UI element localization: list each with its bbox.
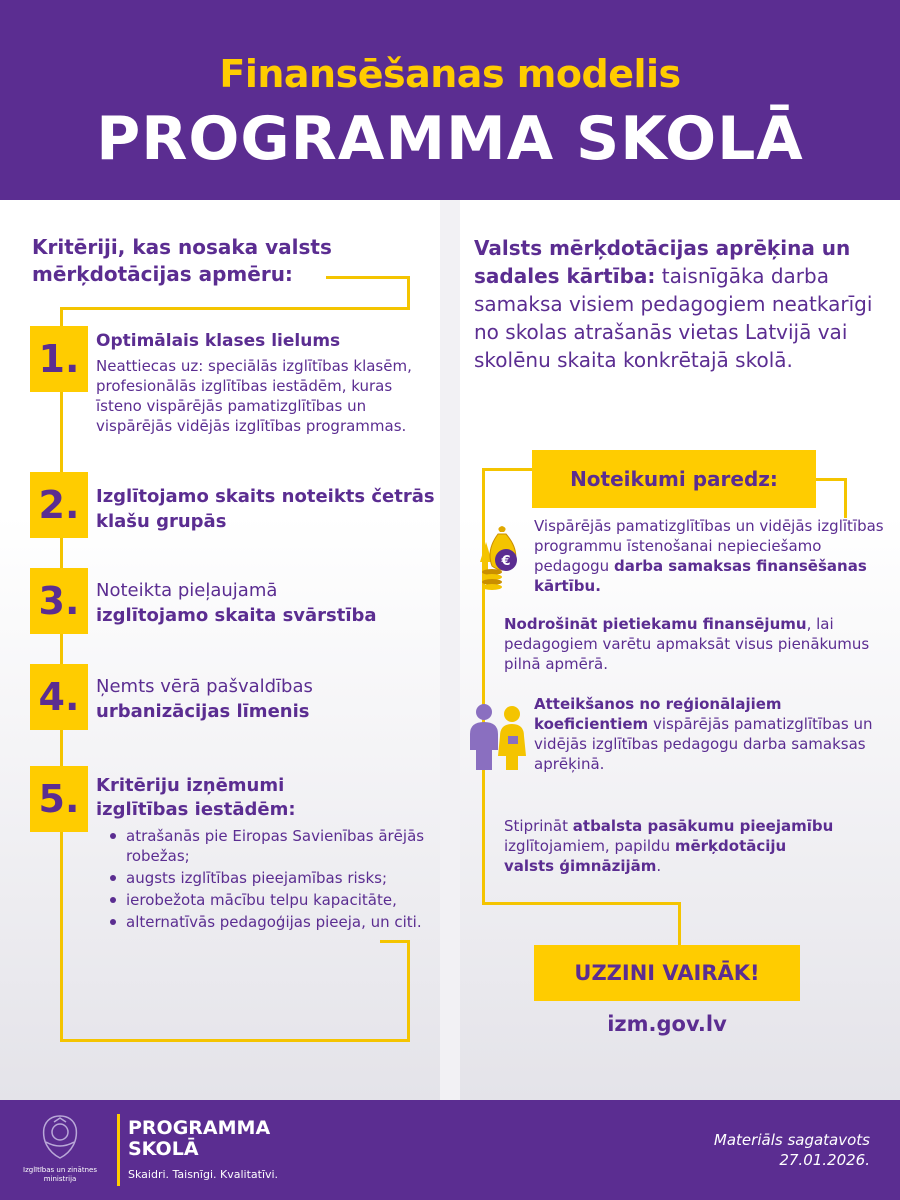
distribution-intro-bold: Valsts mērķdotācijas aprēķina un sadales kārtība: xyxy=(474,236,851,288)
svg-text:€: € xyxy=(501,554,511,569)
money-bag-icon xyxy=(472,522,526,590)
learn-more-button[interactable]: UZZINI VAIRĀK! xyxy=(534,945,800,1001)
rule-text-3-plain: vispārējās pamatizglītības un vidējās izglītības pedagogu darba samaksas aprēķinā. xyxy=(534,715,873,773)
criteria-heading: Kritēriji, kas nosaka valsts mērķdotācijas apmēru: xyxy=(32,235,332,286)
criterion-text-3-bold: izglītojamo skaita svārstība xyxy=(96,605,377,626)
footer-program-title: PROGRAMMA SKOLĀ xyxy=(128,1117,271,1160)
page-title: PROGRAMMA SKOLĀ xyxy=(96,104,804,174)
criterion-number-2: 2. xyxy=(30,472,88,538)
rule-text-3 xyxy=(534,694,884,774)
list-item: alternatīvās pedagoģijas pieeja, un citi. xyxy=(106,912,426,932)
connector-line xyxy=(678,902,681,945)
footer-tagline: Skaidri. Taisnīgi. Kvalitatīvi. xyxy=(128,1168,279,1181)
rule-text-4-d: mērķdotāciju valsts ģimnāzijām xyxy=(504,837,787,875)
criterion-number-4: 4. xyxy=(30,664,88,730)
connector-line xyxy=(482,468,534,471)
criterion-number-1: 1. xyxy=(30,326,88,392)
rule-text-4-c: izglītojamiem, papildu xyxy=(504,837,675,855)
rule-text-1-plain: Vispārējās pamatizglītības un vidējās izglītības programmu īstenošanai nepieciešamo pedagogu xyxy=(534,517,884,575)
rule-text-3-bold: Atteikšanos no reģionālajiem koeficientiem xyxy=(534,695,782,733)
rule-text-4-e: . xyxy=(656,857,662,875)
connector-line xyxy=(482,902,680,905)
exception-list xyxy=(106,826,426,934)
rule-text-2 xyxy=(504,614,884,674)
connector-line xyxy=(816,478,846,481)
criterion-text-3 xyxy=(96,578,436,628)
rule-text-4-a: Stiprināt xyxy=(504,817,573,835)
criterion-text-4-plain: Ņemts vērā pašvaldības xyxy=(96,676,313,697)
website-link[interactable]: izm.gov.lv xyxy=(607,1012,727,1036)
connector-line xyxy=(407,276,410,310)
distribution-panel xyxy=(460,200,900,1100)
rule-text-2-bold: Nodrošināt pietiekamu finansējumu xyxy=(504,615,807,633)
criterion-text-4-bold: urbanizācijas līmenis xyxy=(96,701,310,722)
list-item: augsts izglītības pieejamības risks; xyxy=(106,868,426,888)
coat-of-arms-icon xyxy=(38,1112,82,1162)
criterion-text-3-plain: Noteikta pieļaujamā xyxy=(96,580,278,601)
distribution-intro xyxy=(474,234,884,374)
subtitle: Finansēšanas modelis xyxy=(219,52,681,96)
criterion-title-1: Optimālais klases lielums xyxy=(96,331,341,351)
header xyxy=(0,0,900,200)
rule-text-1 xyxy=(534,516,884,596)
rule-text-1-bold: darba samaksas finansēšanas kārtību. xyxy=(534,557,867,595)
connector-line xyxy=(380,940,410,943)
connector-line xyxy=(60,1039,410,1042)
rule-text-2-plain: , lai pedagogiem varētu apmaksāt visus pienākumus pilnā apmērā. xyxy=(504,615,870,673)
connector-line xyxy=(60,307,410,310)
criterion-number-5: 5. xyxy=(30,766,88,832)
distribution-intro-text: taisnīgāka darba samaksa visiem pedagogiem neatkarīgi no skolas atrašanās vietas Latvijā vai skolēnu skaita konkrētajā skolā. xyxy=(474,264,873,372)
criterion-text-1: Neattiecas uz: speciālās izglītības klasēm, profesionālās izglītības iestādēm, kuras īsteno vispārējās pamatizglītības un vispārējās vidējās izglītības programmas. xyxy=(96,357,412,435)
ministry-label: Izglītības un zinātnes ministrija xyxy=(23,1166,97,1183)
connector-line xyxy=(326,276,410,279)
prepared-label: Materiāls sagatavots xyxy=(713,1131,870,1149)
connector-line xyxy=(844,478,847,518)
footer xyxy=(0,1100,900,1200)
rule-text-4 xyxy=(504,816,834,876)
footer-divider xyxy=(117,1114,120,1186)
prepared-date xyxy=(714,1130,870,1170)
connector-line xyxy=(407,940,410,1042)
rule-text-4-b: atbalsta pasākumu pieejamību xyxy=(572,817,834,835)
criterion-text-4 xyxy=(96,674,436,724)
people-icon xyxy=(464,700,532,772)
list-item: atrašanās pie Eiropas Savienības ārējās robežas; xyxy=(106,826,426,866)
rules-heading: Noteikumi paredz: xyxy=(532,450,816,508)
criterion-number-3: 3. xyxy=(30,568,88,634)
criterion-title-2: Izglītojamo skaits noteikts četrās klašu grupās xyxy=(96,486,435,532)
list-item: ierobežota mācību telpu kapacitāte, xyxy=(106,890,426,910)
criterion-title-5: Kritēriju izņēmumi izglītības iestādēm: xyxy=(96,775,296,820)
criteria-panel xyxy=(0,200,440,1100)
prepared-date-value: 27.01.2026. xyxy=(779,1151,870,1169)
